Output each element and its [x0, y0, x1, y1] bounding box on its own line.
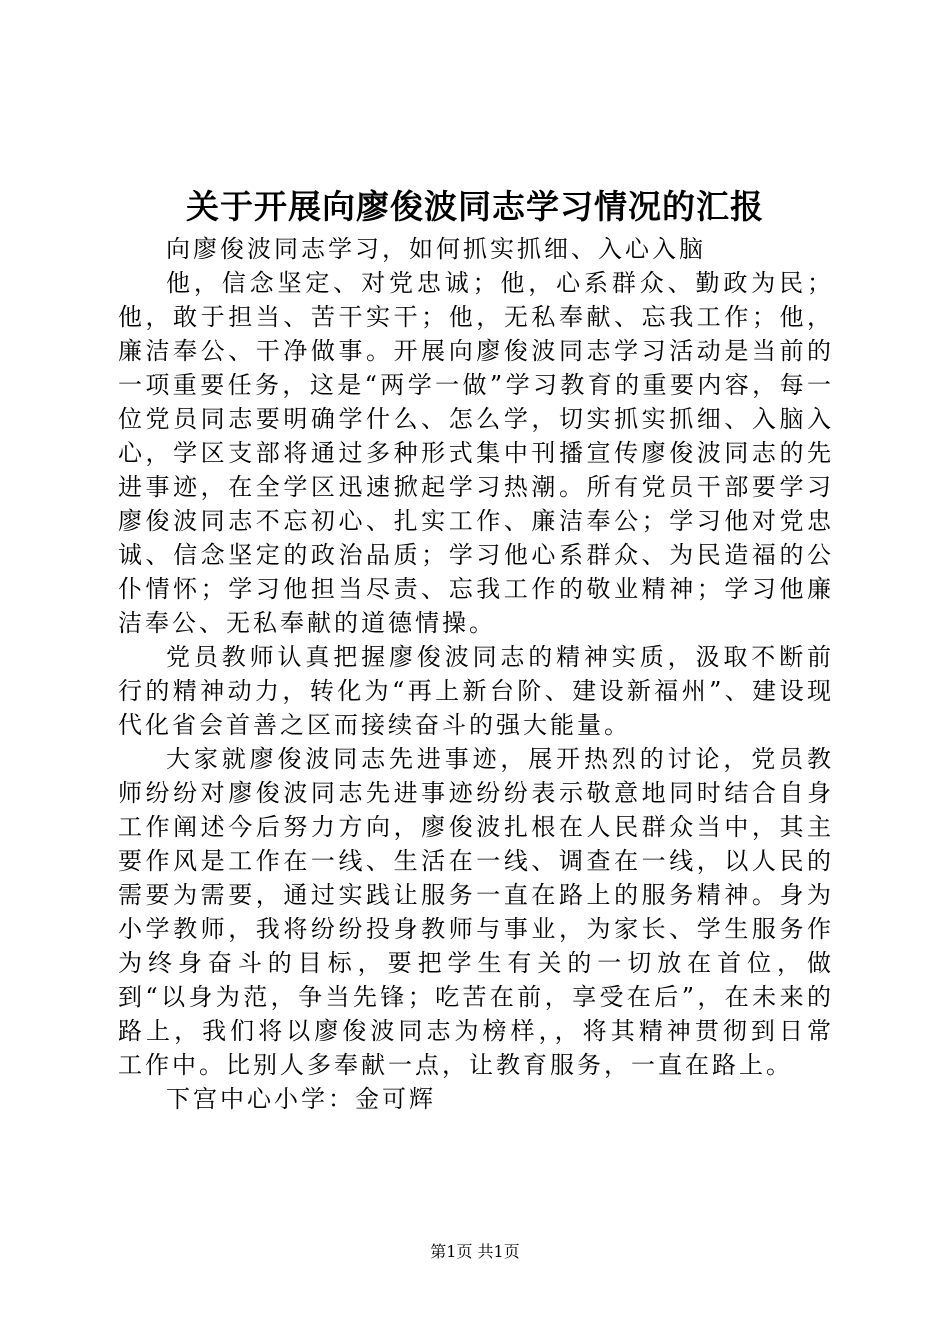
- signature-line: 下宫中心小学：金可辉: [166, 1085, 436, 1113]
- paragraph-subtitle: 向廖俊波同志学习，如何抓实抓细、入心入脑: [166, 235, 706, 263]
- document-title: 关于开展向廖俊波同志学习情况的汇报: [186, 187, 764, 226]
- paragraph-1: 他，信念坚定、对党忠诚；他，心系群众、勤政为民；他，敢于担当、苦干实干；他，无私奉献、忘我工作；他，廉洁奉公、干净做事。开展向廖俊波同志学习活动是当前的一项重要任务，这是“两学一做”学习教育的重要内容，每一位党员同志要明确学什么、怎么学，切实抓实抓细、入脑入心，学区支部将通过多种形式集中刊播宣传廖俊波同志的先进事迹，在全学区迅速掀起学习热潮。所有党员干部要学习廖俊波同志不忘初心、扎实工作、廉洁奉公；学习他对党忠诚、信念坚定的政治品质；学习他心系群众、为民造福的公仆情怀；学习他担当尽责、忘我工作的敬业精神；学习他廉洁奉公、无私奉献的道德情操。: [118, 269, 834, 637]
- paragraph-2: 党员教师认真把握廖俊波同志的精神实质，汲取不断前行的精神动力，转化为“再上新台阶、建设新福州”、建设现代化省会首善之区而接续奋斗的强大能量。: [118, 643, 834, 739]
- page-footer: 第1页 共1页: [430, 1242, 520, 1261]
- paragraph-3: 大家就廖俊波同志先进事迹，展开热烈的讨论，党员教师纷纷对廖俊波同志先进事迹纷纷表示敬意地同时结合自身工作阐述今后努力方向，廖俊波扎根在人民群众当中，其主要作风是工作在一线、生活在一线、调查在一线，以人民的需要为需要，通过实践让服务一直在路上的服务精神。身为小学教师，我将纷纷投身教师与事业，为家长、学生服务作为终身奋斗的目标，要把学生有关的一切放在首位，做到“以身为范，争当先锋；吃苦在前，享受在后”，在未来的路上，我们将以廖俊波同志为榜样，，将其精神贯彻到日常工作中。比别人多奉献一点，让教育服务，一直在路上。: [118, 745, 834, 1079]
- document-body: [118, 232, 834, 1116]
